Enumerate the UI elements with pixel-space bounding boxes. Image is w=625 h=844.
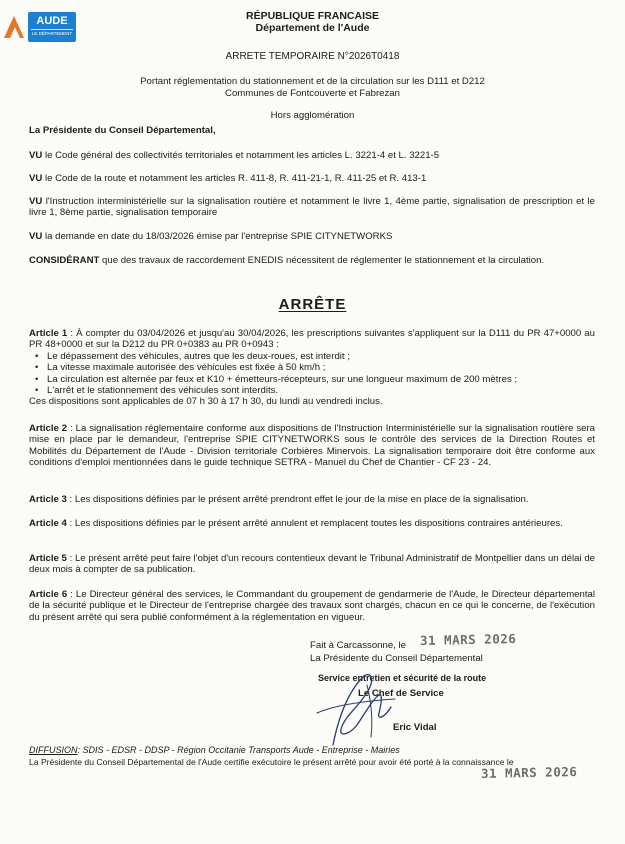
considerant-keyword: CONSIDÉRANT (29, 255, 100, 266)
article-6 (29, 589, 595, 623)
certification-line: La Présidente du Conseil Départemental de l'Aude certifie exécutoire le présent arrêté pour avoir été porté à la connaissance le (29, 757, 514, 767)
handwritten-signature (275, 655, 435, 750)
date-stamp: 31 MARS 2026 (419, 630, 517, 649)
diffusion-label: DIFFUSION (29, 745, 78, 755)
article-4 (29, 518, 595, 529)
diffusion-line (29, 745, 595, 756)
signature-president-line: La Présidente du Conseil Départemental (310, 653, 483, 664)
logo-name: AUDE (36, 15, 68, 27)
vu-keyword: VU (29, 150, 43, 161)
vu-text-4: la demande en date du 18/03/2026 émise par l'entreprise SPIE CITYNETWORKS (42, 231, 393, 242)
article-5-text: : Le présent arrêté peut faire l'objet d'un recours contentieux devant le Tribunal Administratif de Montpellier dans un délai de deux mois à compter de sa publication. (29, 553, 595, 576)
vu-keyword: VU (29, 231, 43, 242)
article-1 (29, 328, 595, 408)
article-1-bullet-list (29, 351, 595, 397)
vu-line-3 (29, 196, 595, 219)
article-2-label: Article 2 (29, 423, 68, 434)
considerant-paragraph (29, 255, 595, 266)
service-line: Service entretien et sécurité de la route (318, 673, 487, 683)
subject-line-1: Portant réglementation du stationnement et de la circulation sur les D111 et D212 (140, 76, 485, 87)
list-item: • La vitesse maximale autorisée des véhicules est fixée à 50 km/h ; (47, 362, 595, 373)
article-5-label: Article 5 (29, 553, 67, 564)
list-item: • L'arrêt et le stationnement des véhicules sont interdits. (47, 385, 595, 396)
vu-line-4 (29, 231, 595, 242)
article-1-label: Article 1 (29, 328, 68, 339)
article-3-text: : Les dispositions définies par le présent arrêté prendront effet le jour de la mise en place de la signalisation. (66, 494, 529, 505)
article-6-label: Article 6 (29, 589, 68, 600)
article-4-label: Article 4 (29, 518, 67, 529)
subject-line-2: Communes de Fontcouverte et Fabrezan (225, 88, 400, 99)
arrete-number: ARRETE TEMPORAIRE N°2026T0418 (225, 51, 400, 62)
article-2 (29, 423, 595, 469)
article-3-label: Article 3 (29, 494, 67, 505)
considerant-text: que des travaux de raccordement ENEDIS nécessitent de réglementer le stationnement et la circulation. (99, 255, 545, 266)
diffusion-text: : SDIS - EDSR - DDSP - Région Occitanie Transports Aude - Entreprise - Mairies (77, 745, 400, 755)
vu-keyword: VU (29, 196, 43, 207)
zone-label: Hors agglomération (270, 110, 355, 121)
article-1-hours: Ces dispositions sont applicables de 07 h 30 à 17 h 30, du lundi au vendredi inclus. (29, 396, 383, 408)
vu-line-1 (29, 150, 595, 161)
logo-tagline: LE DÉPARTEMENT (31, 31, 73, 36)
article-1-intro (29, 328, 595, 351)
vu-line-2 (29, 173, 595, 184)
article-5 (29, 553, 595, 576)
president-line: La Présidente du Conseil Départemental, (29, 125, 216, 136)
arrete-heading: ARRÊTE (278, 296, 347, 313)
vu-text-3: l'Instruction interministérielle sur la signalisation routière et notamment le livre 1, 4ème partie, signalisation de prescription et le livre 1, 8ème partie, signalisation temporaire (29, 196, 595, 219)
article-3 (29, 494, 595, 505)
vu-keyword: VU (29, 173, 43, 184)
signer-name: Eric Vidal (393, 722, 437, 733)
article-2-text: : La signalisation réglementaire conforme aux dispositions de l'Instruction Interministérielle sur la signalisation routière sera mise en place par le demandeur, l'entreprise SPIE CITYNETWORKS sous le contrôle des services de la Direction Routes et Mobilités du Département de l'Aude - Division territoriale Corbières Minervois. La signalisation temporaire doit être conforme aux conditions d'emploi mentionnées dans le guide technique SETRA - Manuel du Chef de Chantier - CF 23 - 24. (29, 423, 595, 469)
list-item: • Le dépassement des véhicules, autres que les deux-roues, est interdit ; (47, 351, 595, 362)
vu-text-2: le Code de la route et notamment les articles R. 411-8, R. 411-21-1, R. 411-25 et R. 413-1 (42, 173, 427, 184)
chef-service-line: Le Chef de Service (358, 688, 444, 699)
article-1-text: : À compter du 03/04/2026 et jusqu'au 30/04/2026, les prescriptions suivantes s'appliquent sur la D111 du PR 47+0000 au PR 48+0000 et sur la D212 du PR 0+0383 au PR 0+0943 : (29, 328, 595, 351)
department-title: Département de l'Aude (255, 22, 370, 34)
fait-a-line: Fait à Carcassonne, le (310, 640, 406, 651)
republic-title: RÉPUBLIQUE FRANCAISE (245, 10, 379, 22)
vu-text-1: le Code général des collectivités territoriales et notamment les articles L. 3221-4 et L. 3221-5 (42, 150, 440, 161)
article-4-text: : Les dispositions définies par le présent arrêté annulent et remplacent toutes les dispositions contraires antérieures. (66, 518, 563, 529)
list-item: • La circulation est alternée par feux et K10 + émetteurs-récepteurs, sur une longueur maximum de 200 mètres ; (47, 374, 595, 385)
certification-date-stamp: 31 MARS 2026 (480, 763, 578, 782)
article-6-text: : Le Directeur général des services, le Commandant du groupement de gendarmerie de l'Aude, le Directeur départemental de la sécurité publique et le Directeur de l'entreprise chargée des travaux sont chargés, chacun en ce qui le concerne, de l'exécution du présent arrêté qui sera publié conformément à la réglementation en vigueur. (29, 589, 595, 623)
